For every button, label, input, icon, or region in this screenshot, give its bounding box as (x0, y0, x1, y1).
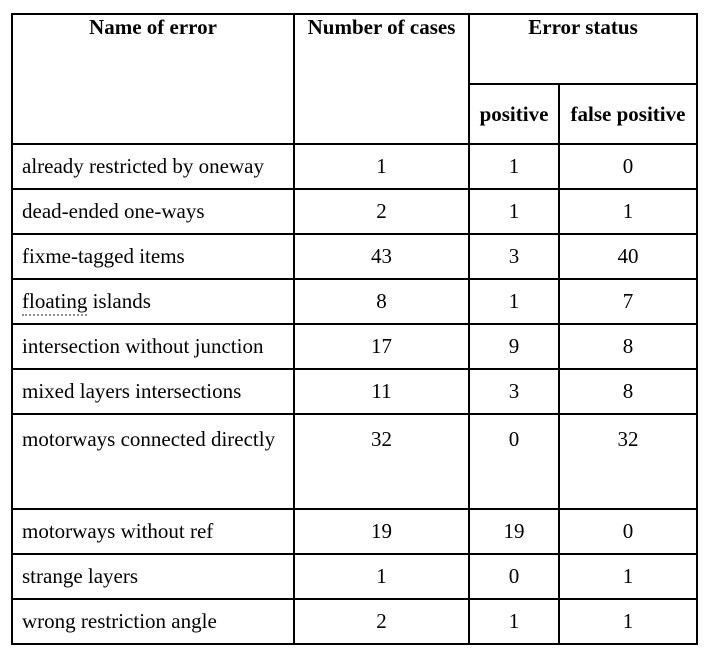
false-positive-cell: 8 (559, 324, 697, 369)
false-positive-cell: 1 (559, 554, 697, 599)
positive-cell: 3 (469, 234, 559, 279)
false-positive-cell: 32 (559, 414, 697, 509)
error-name-cell: strange layers (12, 554, 294, 599)
positive-cell: 1 (469, 599, 559, 644)
table-row (12, 554, 697, 599)
column-header-name-of-error: Name of error (12, 14, 294, 144)
column-header-positive: positive (469, 84, 559, 144)
cases-cell: 2 (294, 189, 469, 234)
table-row (12, 234, 697, 279)
error-status-table (11, 13, 698, 645)
positive-cell: 0 (469, 414, 559, 509)
table-row (12, 414, 697, 509)
cases-cell: 17 (294, 324, 469, 369)
error-name-cell: wrong restriction angle (12, 599, 294, 644)
positive-cell: 19 (469, 509, 559, 554)
error-name-cell: motorways connected directly (12, 414, 294, 509)
error-name-cell (12, 279, 294, 324)
error-name-cell: dead-ended one-ways (12, 189, 294, 234)
false-positive-cell: 0 (559, 509, 697, 554)
error-name-cell: fixme-tagged items (12, 234, 294, 279)
header-row-main (12, 14, 697, 84)
positive-cell: 0 (469, 554, 559, 599)
table-row (12, 189, 697, 234)
false-positive-cell: 1 (559, 599, 697, 644)
error-name-cell: intersection without junction (12, 324, 294, 369)
false-positive-cell: 8 (559, 369, 697, 414)
spellcheck-underlined-word: floating (22, 289, 87, 316)
table-row (12, 509, 697, 554)
positive-cell: 1 (469, 144, 559, 189)
false-positive-cell: 1 (559, 189, 697, 234)
positive-cell: 1 (469, 189, 559, 234)
cases-cell: 11 (294, 369, 469, 414)
error-name-cell: motorways without ref (12, 509, 294, 554)
cases-cell: 8 (294, 279, 469, 324)
table-row (12, 599, 697, 644)
error-name-remainder: islands (87, 289, 151, 313)
positive-cell: 1 (469, 279, 559, 324)
false-positive-cell: 40 (559, 234, 697, 279)
error-name-cell: already restricted by oneway (12, 144, 294, 189)
positive-cell: 3 (469, 369, 559, 414)
cases-cell: 43 (294, 234, 469, 279)
table-row (12, 144, 697, 189)
cases-cell: 2 (294, 599, 469, 644)
table-row (12, 279, 697, 324)
cases-cell: 19 (294, 509, 469, 554)
table-row (12, 369, 697, 414)
table-row (12, 324, 697, 369)
cases-cell: 1 (294, 554, 469, 599)
false-positive-cell: 0 (559, 144, 697, 189)
positive-cell: 9 (469, 324, 559, 369)
cases-cell: 1 (294, 144, 469, 189)
false-positive-cell: 7 (559, 279, 697, 324)
cases-cell: 32 (294, 414, 469, 509)
error-name-cell: mixed layers intersections (12, 369, 294, 414)
column-header-false-positive: false positive (559, 84, 697, 144)
column-header-error-status: Error status (469, 14, 697, 84)
column-header-number-of-cases: Number of cases (294, 14, 469, 144)
